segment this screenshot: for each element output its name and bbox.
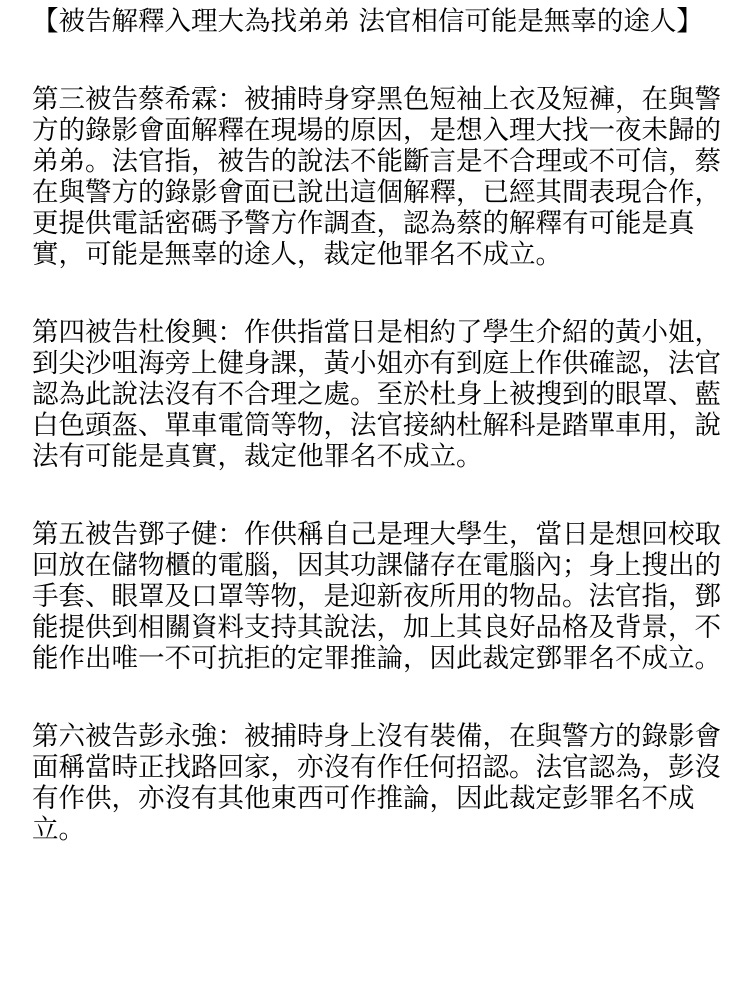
paragraph-defendant-5: 第五被告鄧子健：作供稱自己是理大學生，當日是想回校取回放在儲物櫃的電腦，因其功課儲存在電腦內；身上搜出的手套、眼罩及口罩等物，是迎新夜所用的物品。法官指，鄧能提供到相關資料支持其說法，加上其良好品格及背景，不能作出唯一不可抗拒的定罪推論，因此裁定鄧罪名不成立。 [32, 519, 721, 674]
paragraph-defendant-6: 第六被告彭永強：被捕時身上沒有裝備，在與警方的錄影會面稱當時正找路回家，亦沒有作任何招認。法官認為，彭沒有作供，亦沒有其他東西可作推論，因此裁定彭罪名不成立。 [32, 721, 721, 845]
paragraph-defendant-3: 第三被告蔡希霖：被捕時身穿黑色短袖上衣及短褲，在與警方的錄影會面解釋在現場的原因，是想入理大找一夜未歸的弟弟。法官指，被告的說法不能斷言是不合理或不可信，蔡在與警方的錄影會面已說出這個解釋，已經其間表現合作，更提供電話密碼予警方作調查，認為蔡的解釋有可能是真實，可能是無辜的途人，裁定他罪名不成立。 [32, 84, 721, 270]
article [32, 6, 722, 845]
paragraph-defendant-4: 第四被告杜俊興：作供指當日是相約了學生介紹的黃小姐，到尖沙咀海旁上健身課，黃小姐亦有到庭上作供確認，法官認為此說法沒有不合理之處。至於杜身上被搜到的眼罩、藍白色頭盔、單車電筒等物，法官接納杜解科是踏單車用，說法有可能是真實，裁定他罪名不成立。 [32, 317, 721, 472]
article-title: 【被告解釋入理大為找弟弟 法官相信可能是無辜的途人】 [32, 6, 703, 37]
